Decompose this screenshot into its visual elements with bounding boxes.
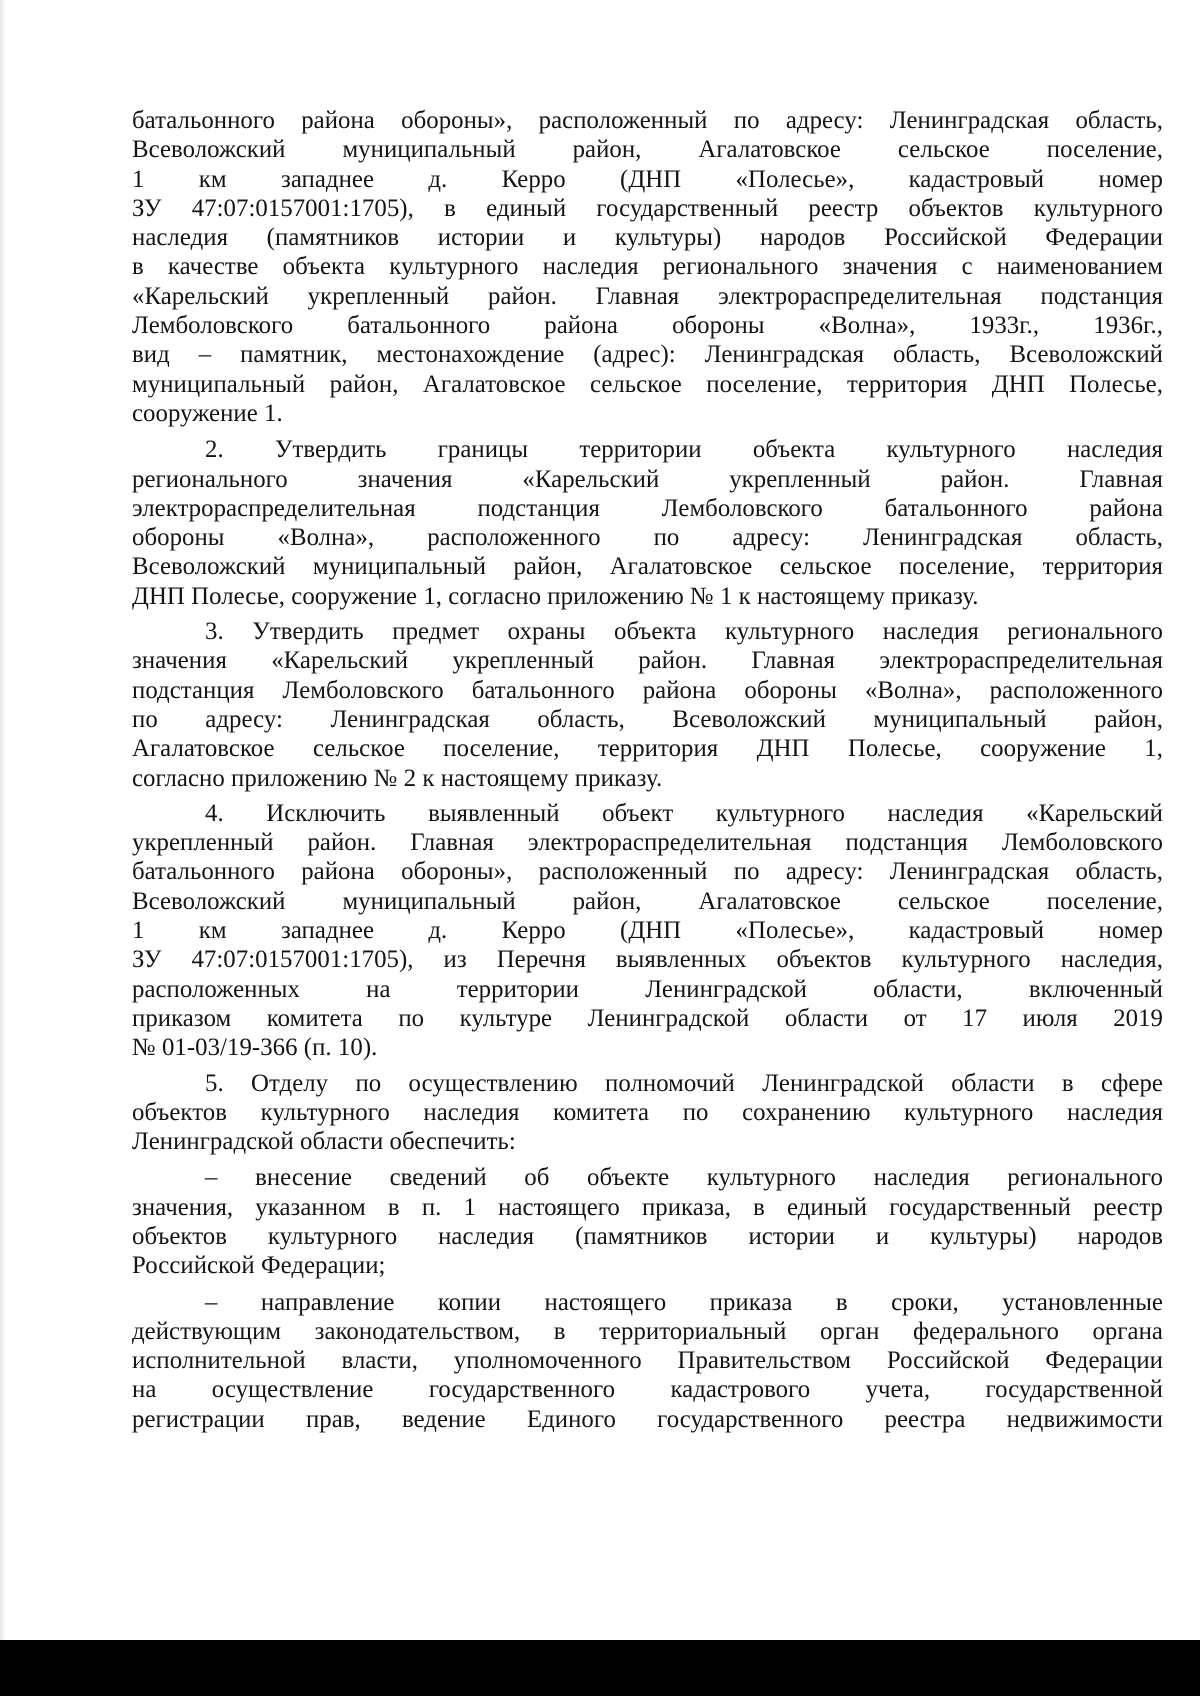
document-line: исполнительной власти, уполномоченного Правительством Российской Федерации bbox=[132, 1347, 1163, 1375]
document-body bbox=[132, 106, 1163, 1434]
document-line: Агалатовское сельское поселение, территория ДНП Полесье, сооружение 1, bbox=[132, 735, 1163, 763]
document-line: муниципальный район, Агалатовское сельское поселение, территория ДНП Полесье, bbox=[132, 370, 1163, 398]
document-line: значения «Карельский укрепленный район. Главная электрораспределительная bbox=[132, 647, 1163, 675]
document-line: электрораспределительная подстанция Лемболовского батальонного района bbox=[132, 494, 1163, 522]
document-line: – внесение сведений об объекте культурного наследия регионального bbox=[205, 1164, 1163, 1192]
document-line: действующим законодательством, в территориальный орган федерального органа bbox=[132, 1317, 1163, 1345]
document-line: № 01-03/19-366 (п. 10). bbox=[132, 1034, 378, 1062]
document-line: ЗУ 47:07:0157001:1705), из Перечня выявленных объектов культурного наследия, bbox=[132, 946, 1163, 974]
document-line: наследия (памятников истории и культуры) народов Российской Федерации bbox=[132, 224, 1163, 252]
document-line: 4. Исключить выявленный объект культурного наследия «Карельский bbox=[205, 799, 1163, 827]
document-line: Лемболовского батальонного района обороны «Волна», 1933г., 1936г., bbox=[132, 312, 1163, 340]
document-line: – направление копии настоящего приказа в сроки, установленные bbox=[205, 1288, 1163, 1316]
document-line: объектов культурного наследия комитета по сохранению культурного наследия bbox=[132, 1098, 1163, 1126]
document-line: 1 км западнее д. Керро (ДНП «Полесье», кадастровый номер bbox=[132, 165, 1163, 193]
document-line: согласно приложению № 2 к настоящему приказу. bbox=[132, 764, 663, 792]
document-line: 1 км западнее д. Керро (ДНП «Полесье», кадастровый номер bbox=[132, 917, 1163, 945]
document-line: по адресу: Ленинградская область, Всеволожский муниципальный район, bbox=[132, 705, 1163, 733]
scan-edge-shadow bbox=[0, 0, 6, 1640]
document-line: Всеволожский муниципальный район, Агалатовское сельское поселение, bbox=[132, 887, 1163, 915]
document-line: в качестве объекта культурного наследия регионального значения с наименованием bbox=[132, 253, 1163, 281]
document-line: батальонного района обороны», расположенный по адресу: Ленинградская область, bbox=[132, 107, 1163, 134]
document-line: регистрации прав, ведение Единого государственного реестра недвижимости bbox=[132, 1405, 1163, 1433]
document-line: батальонного района обороны», расположенный по адресу: Ленинградская область, bbox=[132, 858, 1163, 886]
document-line: ЗУ 47:07:0157001:1705), в единый государственный реестр объектов культурного bbox=[132, 194, 1163, 222]
document-line: обороны «Волна», расположенного по адресу: Ленинградская область, bbox=[132, 524, 1163, 552]
document-line: Всеволожский муниципальный район, Агалатовское сельское поселение, bbox=[132, 136, 1163, 164]
document-line: подстанция Лемболовского батальонного района обороны «Волна», расположенного bbox=[132, 676, 1163, 704]
document-line: приказом комитета по культуре Ленинградской области от 17 июля 2019 bbox=[132, 1004, 1163, 1032]
document-line: на осуществление государственного кадастрового учета, государственной bbox=[132, 1376, 1163, 1404]
scan-bottom-border bbox=[0, 1640, 1200, 1696]
document-line: Ленинградской области обеспечить: bbox=[132, 1128, 516, 1156]
document-line: 3. Утвердить предмет охраны объекта культурного наследия регионального bbox=[205, 618, 1163, 646]
document-line: Российской Федерации; bbox=[132, 1252, 386, 1280]
document-line: укрепленный район. Главная электрораспределительная подстанция Лемболовского bbox=[132, 829, 1163, 857]
document-line: сооружение 1. bbox=[132, 399, 283, 427]
document-line: вид – памятник, местонахождение (адрес): Ленинградская область, Всеволожский bbox=[132, 341, 1163, 369]
document-line: объектов культурного наследия (памятников истории и культуры) народов bbox=[132, 1222, 1163, 1250]
document-line: «Карельский укрепленный район. Главная электрораспределительная подстанция bbox=[132, 282, 1163, 310]
document-line: значения, указанном в п. 1 настоящего приказа, в единый государственный реестр bbox=[132, 1193, 1163, 1221]
document-line: расположенных на территории Ленинградской области, включенный bbox=[132, 975, 1163, 1003]
document-line: 2. Утвердить границы территории объекта культурного наследия bbox=[205, 436, 1163, 464]
document-line: ДНП Полесье, сооружение 1, согласно приложению № 1 к настоящему приказу. bbox=[132, 582, 979, 610]
document-line: Всеволожский муниципальный район, Агалатовское сельское поселение, территория bbox=[132, 553, 1163, 581]
document-line: 5. Отделу по осуществлению полномочий Ленинградской области в сфере bbox=[205, 1069, 1163, 1097]
document-line: регионального значения «Карельский укрепленный район. Главная bbox=[132, 465, 1163, 493]
